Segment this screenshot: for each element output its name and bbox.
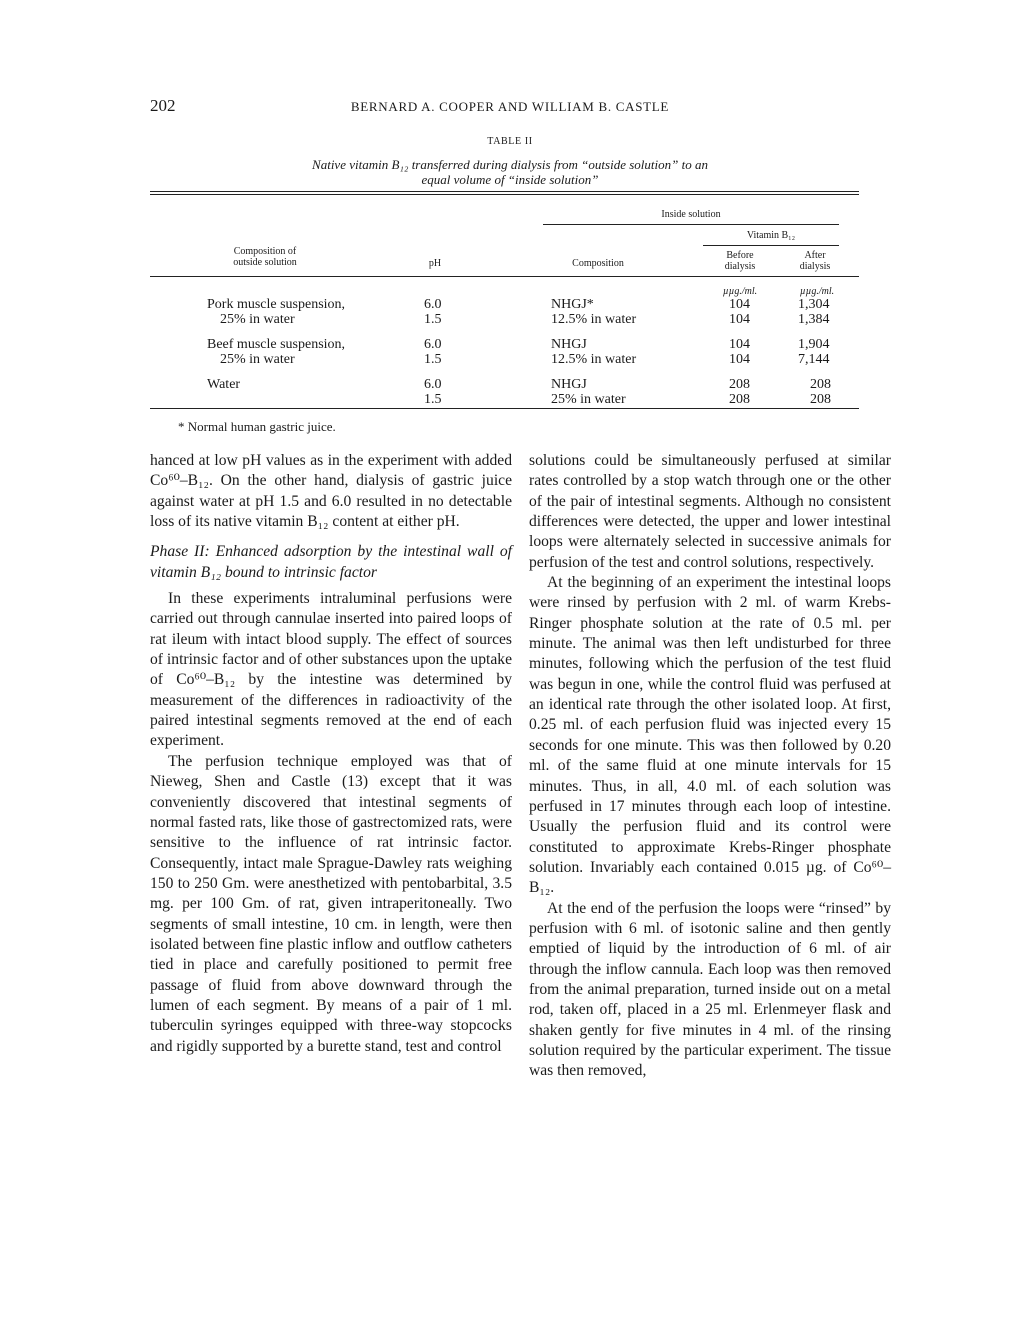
row2-outside-l1: Beef muscle suspension,: [207, 337, 346, 352]
row2-comp1: NHGJ: [551, 337, 587, 352]
row2-comp2: 12.5% in water: [551, 352, 637, 367]
table-top-rule: [150, 191, 859, 192]
header-composition-outside-line1: Composition of: [233, 246, 297, 257]
row3-before1: 208: [729, 377, 750, 392]
vitamin-b12-rule: [703, 245, 839, 246]
row3-outside-l1: Water: [207, 377, 241, 392]
row2-ph1: 6.0: [424, 337, 442, 352]
row2-after2: 7,144: [798, 352, 830, 367]
row2-before2: 104: [729, 352, 750, 367]
row1-ph1: 6.0: [424, 297, 442, 312]
header-after-line1: After: [804, 250, 826, 261]
page-number: 202: [150, 96, 176, 115]
right-column: [529, 451, 891, 1082]
section-heading: Phase II: Enhanced adsorption by the intestinal wall of vitamin B₁₂ bound to intrinsic factor: [150, 543, 512, 581]
table-bottom-rule: [150, 408, 859, 409]
header-before-line1: Before: [726, 250, 754, 261]
table-footnote: * Normal human gastric juice.: [178, 419, 336, 434]
row1-after1: 1,304: [798, 297, 830, 312]
header-composition-outside-line2: outside solution: [233, 257, 297, 268]
row1-after2: 1,384: [798, 312, 830, 327]
row2-after1: 1,904: [798, 337, 830, 352]
table-top-rule-2: [150, 194, 859, 195]
right-paragraph-1: solutions could be simultaneously perfused at similar rates controlled by a stop watch through one or the other of the pair of intestinal segments. Although no consistent differences were detected, the upper and lower intestinal loops were alternately selected in successive animals for perfusion of the test and control solutions, respectively.: [529, 452, 891, 571]
inside-solution-rule: [543, 224, 839, 225]
table-caption-line1: Native vitamin B₁₂ transferred during dialysis from “outside solution” to an: [312, 157, 708, 172]
row1-before2: 104: [729, 312, 750, 327]
left-paragraph-3: The perfusion technique employed was that of Nieweg, Shen and Castle (13) except that it was conveniently discovered that intestinal segments of normal fasted rats, like those of gastrectomized rats, were sensitive to the influence of rat intrinsic factor. Consequently, intact male Sprague-Dawley rats weighing 150 to 250 Gm. were anesthetized with pentobarbital, 3.5 mg. per 100 Gm. of rat, given intraperitoneally. Two segments of small intestine, 10 cm. in length, were then isolated between fine plastic inflow and outflow catheters tied in place and carefully positioned to permit free passage of fluid from above downward through the lumen of each segment. By means of a pair of 1 ml. tuberculin syringes equipped with three-way stopcocks and rigidly supported by a burette stand, test and control: [150, 752, 512, 1055]
table-caption: [270, 157, 750, 187]
table-label: TABLE II: [487, 136, 533, 147]
row2-ph2: 1.5: [424, 352, 442, 367]
header-composition-outside: [190, 246, 340, 268]
right-paragraph-3: At the end of the perfusion the loops were “rinsed” by perfusion with 6 ml. of isotonic saline and then gently emptied of liquid by the introduction of 6 ml. of air through the inflow cannula. Each loop was then removed from the animal preparation, turned inside out on a metal rod, taken off, placed in a 25 ml. Erlenmeyer flask and shaken gently for five minutes in 4 ml. of the rinsing solution required by the particular experiment. The tissue was then removed,: [529, 899, 891, 1080]
header-after-line2: dialysis: [799, 261, 831, 272]
left-column: [150, 451, 512, 1057]
row1-outside-l1: Pork muscle suspension,: [207, 297, 346, 312]
row1-outside-l2: 25% in water: [220, 312, 295, 327]
row3-ph1: 6.0: [424, 377, 442, 392]
header-after-dialysis: [780, 250, 850, 272]
header-vitamin-b12: Vitamin B₁₂: [746, 230, 796, 241]
left-paragraph-2: In these experiments intraluminal perfusions were carried out through cannulae inserted into paired loops of rat ileum with intact blood supply. The effect of sources of intrinsic factor and of other substances upon the uptake of Co⁶⁰–B₁₂ by the intestine was determined by measurement of the differences in radioactivity of the paired intestinal segments removed at the end of each experiment.: [150, 590, 512, 750]
row1-comp2: 12.5% in water: [551, 312, 637, 327]
row3-after2: 208: [810, 392, 831, 407]
row1-before1: 104: [729, 297, 750, 312]
header-ph: pH: [428, 258, 442, 269]
row3-before2: 208: [729, 392, 750, 407]
row2-outside-l2: 25% in water: [220, 352, 295, 367]
header-composition: Composition: [572, 258, 624, 269]
unit-after: µµg./ml.: [799, 286, 835, 297]
row3-after1: 208: [810, 377, 831, 392]
right-paragraph-2: At the beginning of an experiment the intestinal loops were rinsed by perfusion with 2 ml. of warm Krebs-Ringer phosphate solution at the rate of 0.5 ml. per minute. The animal was then left undisturbed for three minutes, following which the perfusion of the test fluid was begun in one, while the control fluid was perfused at an identical rate through the other isolated loop. At first, 0.25 ml. of each perfusion fluid was injected every 15 seconds for one minute. This was then followed by 0.20 ml. of the same fluid at one minute intervals for 15 minutes. Thus, in all, 4.0 ml. of each solution was perfused in 17 minutes through each loop of intestine. Usually the perfusion fluid and its control were constituted to approximate Krebs-Ringer phosphate solution. Invariably each contained 0.015 µg. of Co⁶⁰–B₁₂.: [529, 574, 891, 897]
row1-ph2: 1.5: [424, 312, 442, 327]
unit-before: µµg./ml.: [722, 286, 758, 297]
row3-ph2: 1.5: [424, 392, 442, 407]
header-before-dialysis: [705, 250, 775, 272]
row3-comp2: 25% in water: [551, 392, 626, 407]
header-before-line2: dialysis: [724, 261, 756, 272]
running-head: BERNARD A. COOPER AND WILLIAM B. CASTLE: [350, 99, 670, 114]
row1-comp1: NHGJ*: [551, 297, 594, 312]
header-bottom-rule: [150, 276, 859, 277]
row2-before1: 104: [729, 337, 750, 352]
left-paragraph-1: hanced at low pH values as in the experiment with added Co⁶⁰–B₁₂. On the other hand, dialysis of gastric juice against water at pH 1.5 and 6.0 resulted in no detectable loss of its native vitamin B₁₂ content at either pH.: [150, 452, 512, 531]
row3-comp1: NHGJ: [551, 377, 587, 392]
table-caption-line2: equal volume of “inside solution”: [421, 172, 599, 187]
header-inside-solution: Inside solution: [661, 209, 721, 220]
